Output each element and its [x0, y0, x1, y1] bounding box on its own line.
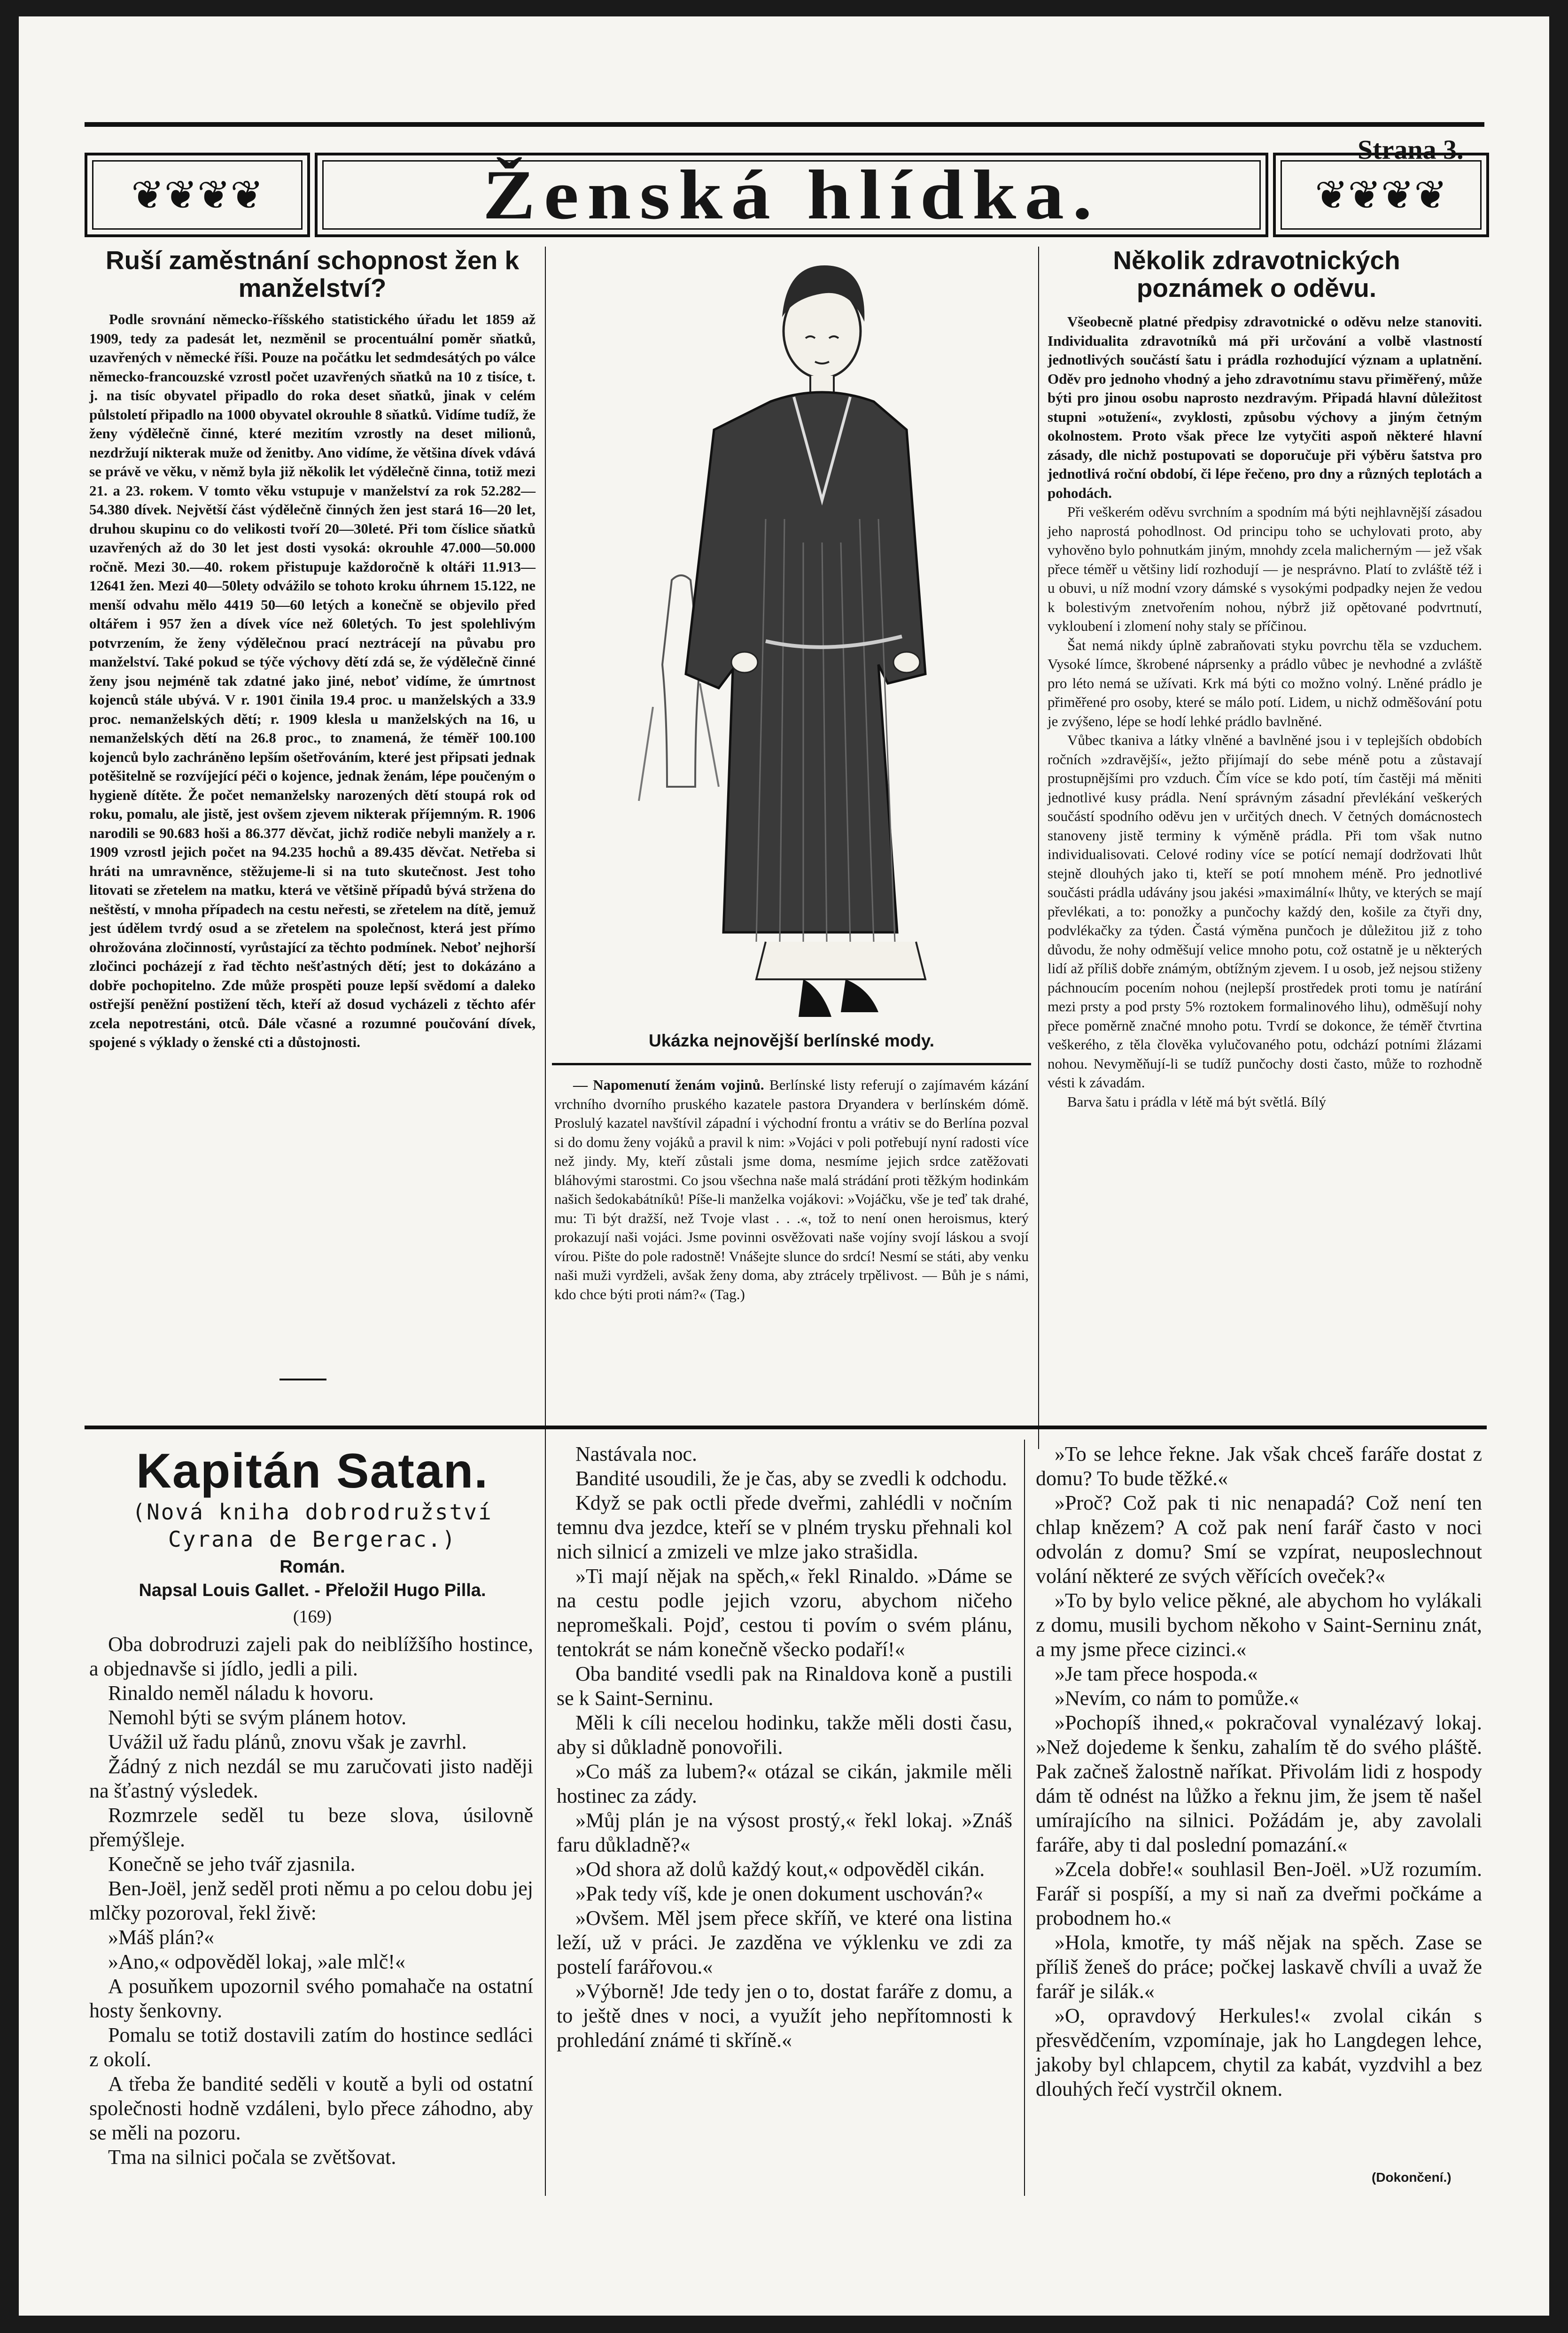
story-paragraph: Tma na silnici počala se zvětšovat.: [108, 2146, 396, 2169]
illustration-caption: Ukázka nejnovější berlínské mody.: [648, 1031, 934, 1050]
banner-right-box: [1273, 153, 1489, 237]
story-paragraph: »Hola, kmotře, ty máš nějak na spěch. Zase se příliš ženeš do práce; počkej laskavě chvíli a uvaž že farář je silák.«: [1036, 1931, 1482, 2003]
article-headline: Ruší zaměstnání schopnost žen k manželství?: [105, 246, 520, 303]
story-paragraph: »Můj plán je na výsost prostý,« řekl lokaj. »Znáš faru důkladně?«: [557, 1809, 1012, 1856]
story-paragraph: »To se lehce řekne. Jak však chceš faráře dostat z domu? To bude těžké.«: [1036, 1442, 1482, 1490]
news-notice: [554, 1076, 1029, 1304]
story-paragraph: »Ovšem. Měl jsem přece skříň, ve které ona listina leží, už v práci. Je zazděna ve výklenku ve zdi za postelí farářovou.«: [557, 1907, 1012, 1978]
story-paragraph: »Od shora až dolů každý kout,« odpověděl cikán.: [575, 1858, 985, 1881]
newspaper-page: [19, 16, 1549, 2316]
column-divider: [545, 247, 546, 1449]
story-paragraph: Oba bandité vsedli pak na Rinaldova koně a pustili se k Saint-Serninu.: [557, 1662, 1012, 1710]
installment-number: (169): [293, 1607, 332, 1627]
caption-rule: [552, 1063, 1031, 1065]
story-paragraph: Nemohl býti se svým plánem hotov.: [108, 1706, 407, 1729]
article-body: [1048, 312, 1482, 1111]
page-number: Strana 3.: [1358, 134, 1464, 165]
banner-title-box: [315, 153, 1268, 237]
story-paragraph: Žádný z nich nezdál se mu zaručovati jisto naději na šťastný výsledek.: [89, 1755, 533, 1802]
fashion-illustration: [625, 237, 982, 1026]
notice-lead: — Napomenutí ženám vojinů.: [573, 1077, 764, 1093]
column-divider: [1024, 1440, 1025, 2196]
notice-text: Berlínské listy referují o zajímavém kázání vrchního dvorního pruského kazatele pastora Dryandera v berlínském dómě. Proslulý kazatel navštívil západní i východní frontu a vrátiv se do Berlína pozval si do domu ženy vojáků a pravil k nim: »Vojáci v poli potřebují nyní radosti více než jindy. My, kteří zůstali jsme doma, nesmíme jejich srdce zatěžovati bláhovými starostmi. Co jsou všechna naše malá strádání proti těžkým hodinkám našich šedokabátníků! Píše-li manželka vojákovi: »Vojáčku, vše je teď tak drahé, mu: Ti být dražší, než Tvoje vlast . . .«, tož to není onen heroismus, který prokazují naši vojáci. Jsme povinni osvěžovati naše vojíny svojí láskou a svojí vírou. Pište do pole radostně! Vnášejte slunce do srdcí! Nesmí se státi, aby venku naši muži vyrdželi, avšak ženy doma, aby ztrácely trpělivost. — Bůh je s námi, kdo chce býti proti nám?« (Tag.): [554, 1077, 1029, 1302]
story-paragraph: »O, opravdový Herkules!« zvolal cikán s přesvědčením, vzpomínaje, jak ho Langdegen lehce, jakoby byl chlapcem, chytil za kabát, vyzdvihl a bez dlouhých řečí vystrčil oknem.: [1036, 2004, 1482, 2100]
story-column-1: [89, 1632, 533, 2170]
story-paragraph: »To by bylo velice pěkné, ale abychom ho vylákali z domu, musili bychom někoho v Saint-Serninu znát, a my jsme přece cizinci.«: [1036, 1589, 1482, 1661]
article-paragraph: Všeobecně platné předpisy zdravotnické o oděvu nelze stanoviti. Individualita zdravotníků má při určování a volbě vlastností jednotlivých součástí šatu i prádla rozhodující význam a uplatnění. Oděv pro jednoho vhodný a jeho zdravotnímu stavu přiměřený, může býti pro jinou osobu naprosto nezdravým. Připadá hlavní důležitost stupni »otužení«, zvyklosti, způsobu výchovy a jiným četným okolnostem. Proto však přece lze vytyčiti aspoň některé hlavní zásady, dle nichž postupovati se doporučuje při výběru šatstva pro jednotlivá roční období, či lépe řečeno, pro dny a různých teplotách a pohodách.: [1048, 313, 1482, 501]
section-divider-rule: [85, 1426, 1487, 1429]
story-column-3: [1036, 1442, 1482, 2101]
story-paragraph: »Ti mají nějak na spěch,« řekl Rinaldo. »Dáme se na cestu podle jejich vzoru, abychom ničeho nepromeškali. Pojď, cestou ti povím o svém plánu, tentokrát se nám konečně všecko podaří!«: [557, 1565, 1012, 1661]
story-paragraph: A třeba že bandité seděli v koutě a byli od ostatní společnosti hodně vzdáleni, bylo přece záhodno, aby se měli na pozoru.: [89, 2072, 533, 2144]
story-paragraph: »Výborně! Jde tedy jen o to, dostat faráře z domu, a to ještě dnes v noci, a využít jeho nepřítomnosti k prohledání známé ti skříně.«: [557, 1980, 1012, 2052]
story-paragraph: Pomalu se totiž dostavili zatím do hostince sedláci z okolí.: [89, 2023, 533, 2071]
story-paragraph: »Je tam přece hospoda.«: [1055, 1662, 1258, 1685]
article-paragraph: Šat nemá nikdy úplně zabraňovati styku povrchu těla se vzduchem. Vysoké límce, škrobené náprsenky a prádlo vůbec je nevhodné a zvláště pro léto nemá se užívati. Krk má býti co možno volný. Lněné prádlo je přiměřené pro osoby, které se málo potí. Lidem, u nichž odměšování potu je zvýšeno, lépe se hodí lehké prádlo bavlněné.: [1048, 636, 1482, 729]
story-paragraph: »Proč? Což pak ti nic nenapadá? Což není ten chlap knězem? A což pak není farář často v noci odvolán z domu? Smí se vzpírat, neuposlechnout volání některé ze svých věřících oveček?«: [1036, 1491, 1482, 1588]
story-paragraph: »Pochopíš ihned,« pokračoval vynalézavý lokaj. »Než dojedeme k šenku, zahalím tě do svého pláště. Pak začneš žalostně naříkat. Přivolám lidi z hospody dám tě odnést na lůžko a řeknu jim, že jsem tě našel umírajícího na silnici. Požádám je, aby zavolali faráře, aby ti dal poslední pomazání.«: [1036, 1711, 1482, 1856]
story-paragraph: Konečně se jeho tvář zjasnila.: [108, 1852, 356, 1876]
story-authors: Napsal Louis Gallet. - Přeložil Hugo Pilla.: [139, 1581, 486, 1600]
flower-ornament-icon: ❦❦❦❦: [131, 172, 264, 218]
story-paragraph: »Máš plán?«: [108, 1926, 215, 1949]
story-paragraph: »Co máš za lubem?« otázal se cikán, jakmile měli hostinec za zády.: [557, 1760, 1012, 1807]
story-paragraph: Uvážil už řadu plánů, znovu však je zavrhl.: [108, 1730, 467, 1753]
story-paragraph: A posuňkem upozornil svého pomahače na ostatní hosty šenkovny.: [89, 1975, 533, 2022]
story-paragraph: »Pak tedy víš, kde je onen dokument uschován?«: [575, 1882, 983, 1905]
column-divider: [1038, 247, 1039, 1449]
story-paragraph: »Zcela dobře!« souhlasil Ben-Joël. »Už rozumím. Farář si pospíší, a my si naň za dveřmi počkáme a probodnem ho.«: [1036, 1858, 1482, 1930]
continuation-note: (Dokončení.): [1372, 2170, 1452, 2185]
article-paragraph: Barva šatu i prádla v létě má být světlá. Bílý: [1067, 1093, 1326, 1110]
story-paragraph: »Ano,« odpověděl lokaj, »ale mlč!«: [108, 1950, 405, 1973]
story-paragraph: Když se pak octli přede dveřmi, zahlédli v nočním temnu dva jezdce, kteří se v plném trysku přehnali kol nich silnicí a zmizeli ve mlze jako strašidla.: [557, 1491, 1012, 1563]
article-body: [89, 310, 536, 1052]
story-paragraph: Bandité usoudili, že je čas, aby se zvedli k odchodu.: [575, 1467, 1007, 1490]
story-column-2: [557, 1442, 1012, 2053]
flower-ornament-icon: ❦❦❦❦: [1315, 172, 1447, 218]
story-genre: Román.: [279, 1557, 345, 1577]
story-paragraph: Ben-Joël, jenž seděl proti němu a po celou dobu jej mlčky pozoroval, řekl živě:: [89, 1877, 533, 1924]
story-paragraph: Měli k cíli necelou hodinku, takže měli dosti času, aby si důkladně ponovořili.: [557, 1711, 1012, 1759]
story-paragraph: Rinaldo neměl náladu k hovoru.: [108, 1682, 374, 1705]
article-end-rule: [279, 1379, 326, 1380]
story-paragraph: »Nevím, co nám to pomůže.«: [1055, 1687, 1299, 1710]
story-subtitle: (Nová kniha dobrodružství Cyrana de Bergerac.): [132, 1499, 493, 1552]
story-paragraph: Nastávala noc.: [575, 1442, 697, 1465]
article-paragraph: Při veškerém oděvu svrchním a spodním má býti nejhlavnější zásadou jeho naprostá pohodlnost. Od principu toho se uchylovati proto, aby vyhověno bylo pohnutkám jiným, mnohdy zcela malicherným — jež však přece téměř u většiny lidí rozhodují — je nesprávno. Platí to zvláště též i u obuvi, u níž modní vzory dámské s vysokými podpadky nejen že vedou k bolestivým znetvořením nohou, nýbrž již opětované podvrtnutí, vykloubení i zlomení nohy staly se příčinou.: [1048, 504, 1482, 634]
story-paragraph: Oba dobrodruzi zajeli pak do neiblížšího hostince, a objednavše si jídlo, jedli a pili.: [89, 1633, 533, 1680]
section-title: Ženská hlídka.: [482, 156, 1101, 234]
article-paragraph: Vůbec tkaniva a látky vlněné a bavlněné jsou i v teplejších obdobích ročních »zdravější«, ježto přijímají do sebe méně potu a zůstavají prostupnějšími pro vzduch. Čím více se kdo potí, tím častěji má měniti jednotlivé kusy prádla. Není správným zásadní převlékání veškerých součástí spodního oděvu jen v určitých dnech. V četných domácnostech stanoveny jistě terminy k výměně prádla. Při tom však nutno individualisovati. Celové rodiny více se potící nemají dodržovati lhůt stejně dlouhých jako ti, kteří se potí mnohem méně. Pro jednotlivé součásti prádla udávány jsou jakési »maximální« lhůty, ve kterých se mají převlékati, a to: ponožky a punčochy každý den, košile za čtyři dny, podvlékačky za týden. Častá výměna punčoch je důležitou již z toho důvodu, že nohy odměšují velice mnoho potu, což ostatně je u některých lidí až příliš dobře známým, obtížným zjevem. I u osob, jež nejsou stiženy páchnoucím pocením nohou (nejlepší prostředek proti tomu je natírání mezi prsty a pod prsty 5% roztokem formalinového lihu), odměšují nohy přece poměrně značné mnoho potu. Tvrdí se dokonce, že téměř čtvrtina veškerého, z těla člověka vylučovaného potu, odchází potními žlázami nohou. Nevyměňují-li se tudíž punčochy dosti často, může to rozhodně vésti k závadám.: [1048, 732, 1482, 1091]
header-rule-top: [85, 122, 1484, 127]
banner-left-box: [85, 153, 310, 237]
column-divider: [545, 1440, 546, 2196]
story-title: Kapitán Satan.: [136, 1444, 489, 1498]
story-paragraph: Rozmrzele seděl tu beze slova, úsilovně přemýšleje.: [89, 1804, 533, 1851]
article-paragraph: Podle srovnání německo-říšského statistického úřadu let 1859 až 1909, tedy za padesát let, nezměnil se procentuální poměr sňatků, uzavřených v německé říši. Pouze na počátku let sedmdesátých po válce německo-francouzské vzrostl počet uzavřených sňatků na 10 z tisíce, t. j. na tisíc obyvatel připadlo do roka deset sňatků, jinak v celém půlstoletí připadlo na 1000 obyvatel okrouhle 8 sňatků. Vidíme tudíž, že ženy výdělečně činné, které mezitím vzrostly na deset milionů, nezdržují nikterak muže od ženitby. Ano vidíme, že většina dívek vdává se právě ve věku, v němž byla již několik let výdělečně činna, totiž mezi 21. a 23. rokem. V tomto věku vstupuje v manželství za rok 52.282—54.380 dívek. Největší část výdělečně činných žen jest stará 16—20 let, druhou skupinu co do velikosti tvoří 20—30leté. Při tom číslice sňatků uzavřených až do 30 let jest dosti vysoká: okrouhle 47.000—50.000 ročně. Mezi 30.—40. rokem přistupuje každoročně k oltáři 11.913—12641 žen. Mezi 40—50lety odvážilo se tohoto kroku úhrnem 15.122, ne menší odvahu mělo 4419 50—60 letých a konečně se objevilo před oltářem i 957 žen a dívek více než 60letých. To jest spolehlivým potvrzením, že ženy výdělečnou prací neztrácejí na půvabu pro manželství. Také pokud se týče výchovy dětí zdá se, že výdělečně činné ženy jsou nejméně tak zdatné jako jiné, neboť vidíme, že úmrtnost kojenců stále ubývá. V r. 1901 činila 19.4 proc. u manželských a 33.9 proc. nemanželských dětí; r. 1909 klesla u manželských na 16, u nemanželských dětí na 26.8 proc., to znamená, že téměř 100.100 kojenců bylo zachráněno lepším ošetřováním, které jest připsati jednak potěšitelně se rozvíjející péči o kojence, jednak ženám, lépe poučeným o hygieně dítěte. Že počet nemanželsky narozených dětí stoupá rok od roku, pomalu, ale jistě, jest ovšem zjevem nikterak příjemným. R. 1906 narodili se 90.683 hoši a 86.377 děvčat, jichž rodiče nebyli manžely a r. 1909 vzrostl jejich počet na 94.235 hochů a 89.435 děvčat. Netřeba si hráti na umravněnce, stěžujeme-li si na tuto skutečnost. Jest toho litovati se zřetelem na matku, která ve většině případů bývá stržena do neštěstí, v mnoha případech na cestu neřesti, se zřetelem na dítě, jemuž jest údělem tvrdý osud a se zřetelem na společnost, která jest přímo ohrožována zločinností, vyrůstající za těchto podmínek. Neboť nejhorší zločinci pocházejí z řad těchto nešťastných dětí; jest to dokázáno a dobře pochopitelno. Zde může prospěti pouze lepší svědomí a daleko ostřejší peněžní postižení těch, kteří až dosud vycházeli z těchto afér zcela nepotrestáni, otců. Dále včasné a rozumné poučování dívek, spojené s výklady o ženské cti a důstojnosti.: [89, 311, 536, 1050]
article-headline: Několik zdravotnických poznámek o oděvu.: [1113, 246, 1400, 303]
